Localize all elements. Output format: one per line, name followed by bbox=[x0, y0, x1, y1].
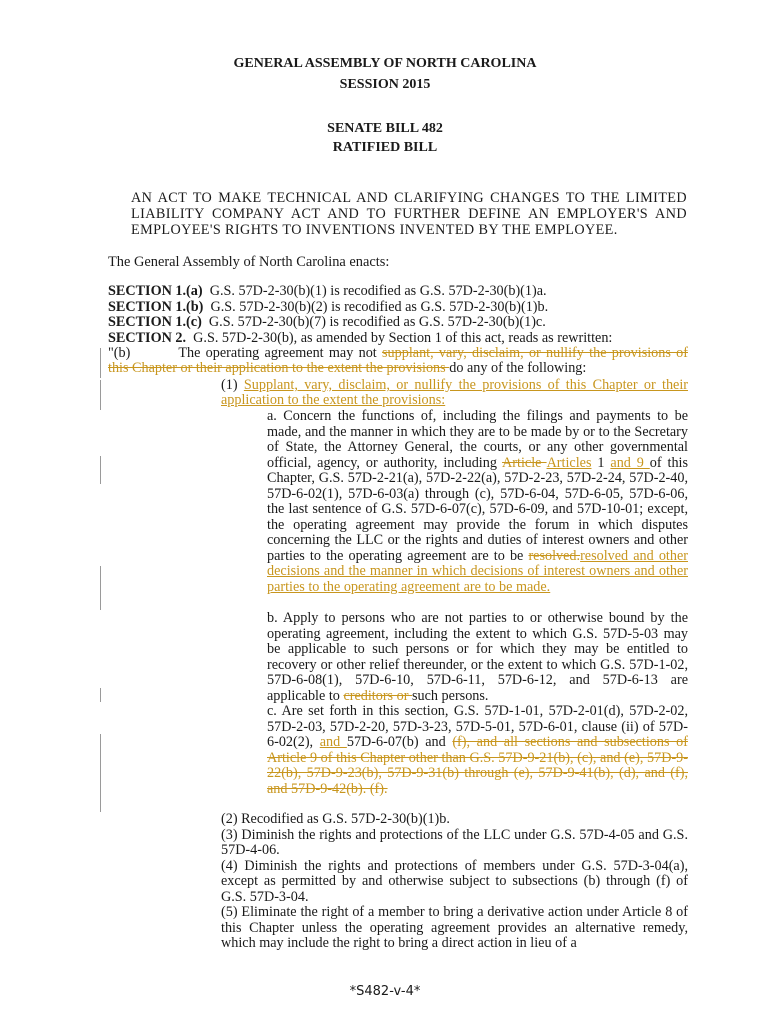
sub-item-text: c. Are set forth in this section, G.S. 57D-1-01, 57D-2-01(d), 57D-2-02, 57D-2-03, 57D-2-20, 57D-3-23, 57D-5-01, 57D-6-01, clause (ii) of 57D-6-02(2), bbox=[267, 703, 688, 750]
document-footer-code: *S482-v-4* bbox=[349, 984, 421, 999]
sections-block bbox=[108, 284, 688, 346]
bill-number: SENATE BILL 482 bbox=[327, 121, 443, 136]
sub-item-text: 57D-6-07(b) and bbox=[346, 734, 453, 750]
sub-item-text: of this Chapter, G.S. 57D-2-21(a), 57D-2-22(a), 57D-2-23, 57D-2-24, 57D-2-40, 57D-6-02(1), 57D-6-03(a) through (c), 57D-6-04, 57D-6-05, 57D-6-06, the last sentence of G.S. 57D-6-07(c), 57D-6-09, and 57D-10-01; except, the operating agreement may provide the forum in which disputes concerning the LLC or the rights and duties of interest owners and other parties to the operating agreement are to be bbox=[267, 454, 689, 564]
item-number: (1) bbox=[221, 377, 244, 393]
change-bar bbox=[100, 688, 101, 702]
sub-item-text: b. Apply to persons who are not parties to or otherwise bound by the operating agreement, including the extent to which G.S. 57D-5-03 may be applicable to such persons or for which they may be entitled to recovery or other relief thereunder, or the extent to which G.S. 57D-1-02, 57D-6-08(1), 57D-6-10, 57D-6-11, 57D-6-12, and 57D-6-13 are applicable to bbox=[267, 610, 688, 704]
subsection-text: do any of the following: bbox=[449, 360, 587, 377]
inserted-text: Articles bbox=[546, 454, 592, 471]
section-text: G.S. 57D-2-30(b)(7) is recodified as G.S. 57D-2-30(b)(1)c. bbox=[208, 314, 546, 330]
list-item: (5) Eliminate the right of a member to bring a derivative action under Article 8 of this Chapter unless the operating agreement provides an alternative remedy, which may include the right to bring a direct action in lieu of a bbox=[221, 904, 688, 951]
section-label: SECTION 1.(a) bbox=[108, 283, 203, 299]
change-bar bbox=[100, 566, 101, 610]
inserted-text: and bbox=[319, 734, 347, 750]
deleted-text: supplant, vary, disclaim, or nullify the provisions of this Chapter or their application to the extent the provisions bbox=[108, 345, 688, 377]
section-1a bbox=[108, 284, 688, 300]
items-list bbox=[221, 812, 688, 952]
act-title: AN ACT TO MAKE TECHNICAL AND CLARIFYING CHANGES TO THE LIMITED LIABILITY COMPANY ACT AND TO FURTHER DEFINE AN EMPLOYER'S AND EMPLOYEE'S RIGHTS TO INVENTIONS INVENTED BY THE EMPLOYEE. bbox=[131, 190, 687, 238]
deleted-text: (f), and all sections and subsections of Article 9 of this Chapter other than G.S. 57D-9-21(b), (c), and (e), 57D-9-22(b), 57D-9-23(b), 57D-9-31(b) through (e), 57D-9-41(b), (d), and (f), and 57D-9-42(b). (f). bbox=[267, 734, 688, 797]
deleted-text: Article bbox=[502, 454, 547, 471]
deleted-text: creditors or bbox=[343, 687, 412, 704]
sub-item-text: a. Concern the functions of, including the filings and payments to be made, and the manner in which they are to be made by or to the Secretary of State, the Attorney General, the courts, or any other governmental official, agency, or authority, including bbox=[267, 408, 688, 471]
sub-item-text: 1 bbox=[591, 454, 611, 471]
section-label: SECTION 1.(b) bbox=[108, 298, 204, 315]
sub-item-b bbox=[267, 611, 688, 704]
list-item: (4) Diminish the rights and protections of members under G.S. 57D-3-04(a), except as permitted by and otherwise subject to subsections (b) through (f) of G.S. 57D-3-04. bbox=[221, 857, 688, 905]
sub-item-c bbox=[267, 704, 688, 797]
change-bar bbox=[100, 734, 101, 812]
change-bar bbox=[100, 456, 101, 484]
change-bar bbox=[100, 348, 101, 378]
subsection-b bbox=[108, 346, 688, 377]
section-label: SECTION 2. bbox=[108, 329, 187, 346]
subsection-text: The operating agreement may not bbox=[178, 345, 383, 361]
section-2 bbox=[108, 331, 688, 347]
inserted-text: resolved and other decisions and the manner in which decisions of interest owners and other parties to the operating agreement are to be made. bbox=[267, 547, 688, 595]
change-bar bbox=[100, 380, 101, 410]
section-text: G.S. 57D-2-30(b), as amended by Section 1 of this act, reads as rewritten: bbox=[193, 329, 613, 346]
session-heading: SESSION 2015 bbox=[339, 77, 431, 92]
list-item: (3) Diminish the rights and protections of the LLC under G.S. 57D-4-05 and G.S. 57D-4-06. bbox=[221, 826, 688, 858]
enacting-clause: The General Assembly of North Carolina enacts: bbox=[108, 254, 390, 270]
section-1c bbox=[108, 315, 688, 331]
list-item: (2) Recodified as G.S. 57D-2-30(b)(1)b. bbox=[221, 811, 450, 827]
assembly-heading: GENERAL ASSEMBLY OF NORTH CAROLINA bbox=[233, 56, 537, 71]
section-label: SECTION 1.(c) bbox=[108, 314, 202, 330]
item-1 bbox=[221, 378, 688, 409]
sub-item-text: such persons. bbox=[412, 687, 489, 704]
inserted-text: Supplant, vary, disclaim, or nullify the provisions of this Chapter or their application to the extent the provisions: bbox=[221, 377, 689, 409]
inserted-text: and 9 bbox=[610, 454, 650, 471]
section-1b bbox=[108, 300, 688, 316]
sub-item-a bbox=[267, 409, 688, 595]
subsection-lead: "(b) bbox=[108, 345, 131, 361]
deleted-text: resolved. bbox=[528, 547, 581, 564]
section-text: G.S. 57D-2-30(b)(2) is recodified as G.S. 57D-2-30(b)(1)b. bbox=[210, 298, 549, 315]
bill-status: RATIFIED BILL bbox=[332, 140, 438, 155]
section-text: G.S. 57D-2-30(b)(1) is recodified as G.S. 57D-2-30(b)(1)a. bbox=[209, 283, 547, 299]
